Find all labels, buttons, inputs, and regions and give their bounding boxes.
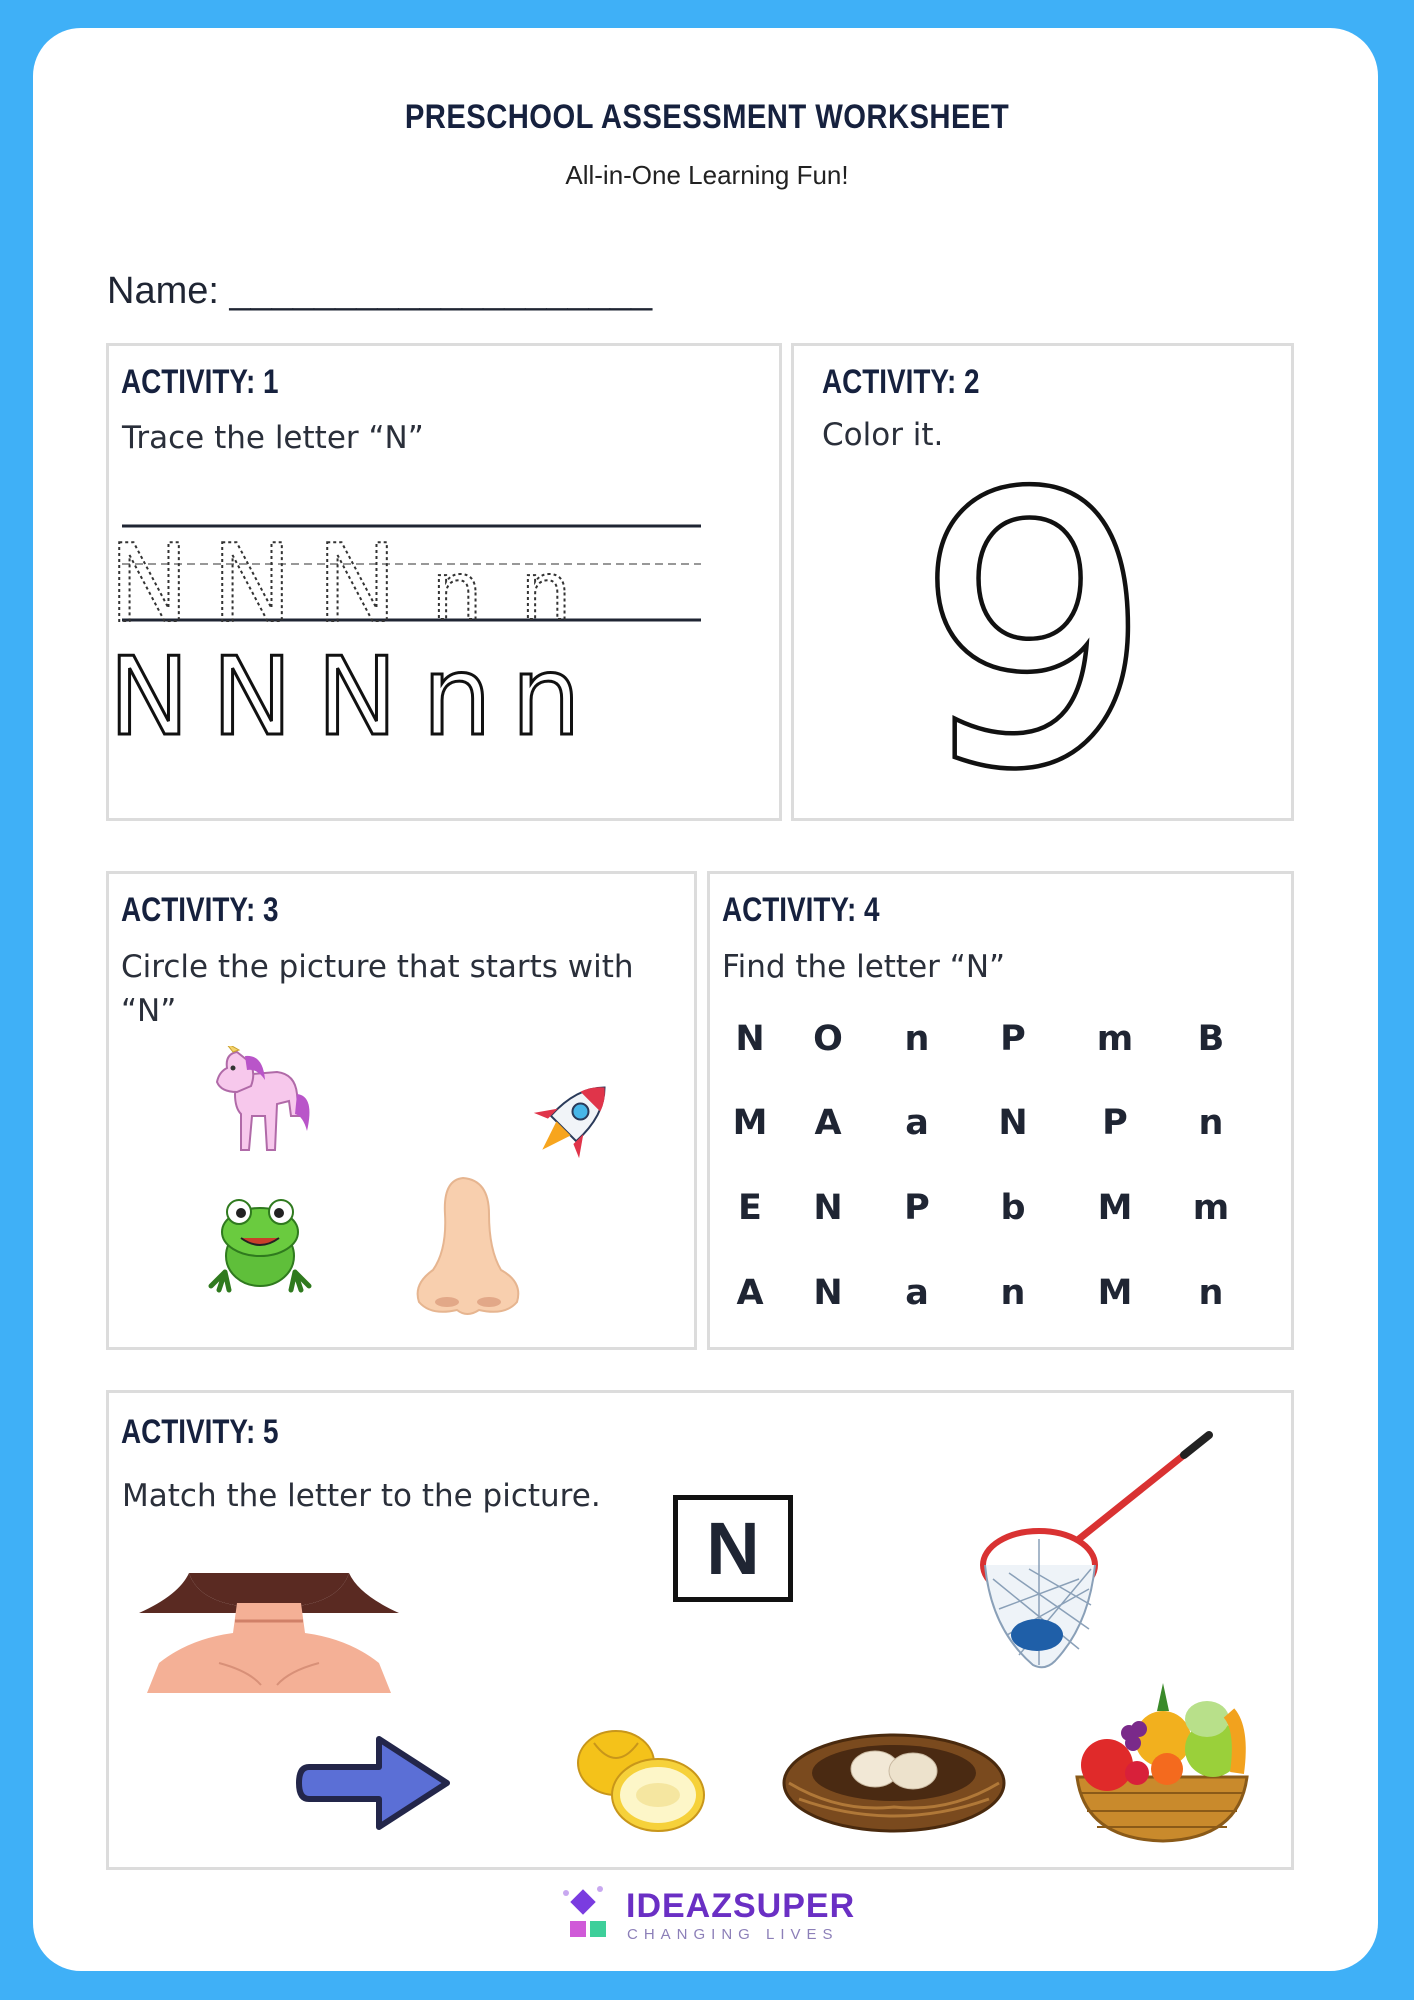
grid-letter[interactable]: B	[1197, 1019, 1225, 1059]
nose-icon[interactable]	[405, 1174, 530, 1319]
activity-3-heading: ACTIVITY: 3	[121, 891, 279, 929]
grid-letter[interactable]: A	[814, 1103, 842, 1143]
grid-letter[interactable]: n	[1198, 1103, 1224, 1143]
activity-4-box	[707, 871, 1294, 1350]
activity-5-heading: ACTIVITY: 5	[121, 1413, 279, 1451]
activity-5-instruction: Match the letter to the picture.	[122, 1478, 601, 1514]
outline-letter: N	[211, 635, 293, 760]
grid-letter[interactable]: n	[904, 1019, 930, 1059]
activity-2-heading: ACTIVITY: 2	[822, 363, 980, 401]
activity-1-instruction: Trace the letter “N”	[122, 420, 424, 456]
grid-letter[interactable]: N	[813, 1188, 843, 1228]
tracing-area[interactable]	[109, 346, 779, 816]
trace-letter[interactable]: n	[431, 545, 483, 638]
grid-letter[interactable]: A	[736, 1273, 764, 1313]
trace-letter[interactable]: N	[211, 522, 293, 647]
frog-icon[interactable]	[205, 1192, 315, 1297]
page-title: PRESCHOOL ASSESSMENT WORKSHEET	[404, 98, 1010, 136]
grid-letter[interactable]: N	[735, 1019, 765, 1059]
outline-letter: n	[511, 632, 581, 760]
rocket-icon[interactable]	[522, 1070, 622, 1170]
brand-logo	[560, 1883, 610, 1945]
brand-name: IDEAZSUPER	[626, 1887, 856, 1925]
grid-letter[interactable]: a	[905, 1103, 929, 1143]
trace-letter[interactable]: N	[109, 522, 190, 647]
grid-letter[interactable]: M	[1097, 1273, 1133, 1313]
grid-letter[interactable]: M	[732, 1103, 768, 1143]
grid-letter[interactable]: P	[904, 1188, 930, 1228]
activity-1-box	[106, 343, 782, 821]
grid-letter[interactable]: O	[813, 1019, 843, 1059]
name-field[interactable]	[107, 270, 652, 313]
grid-letter[interactable]: N	[813, 1273, 843, 1313]
activity-4-instruction: Find the letter “N”	[722, 949, 1006, 985]
activity-4-heading: ACTIVITY: 4	[722, 891, 880, 929]
outline-letter: N	[316, 635, 398, 760]
grid-letter[interactable]: n	[1198, 1273, 1224, 1313]
neck-icon[interactable]	[139, 1573, 399, 1693]
brand-tagline: CHANGING LIVES	[627, 1926, 839, 1943]
outline-letter: n	[422, 632, 492, 760]
grid-letter[interactable]: M	[1097, 1188, 1133, 1228]
name-line: ____________________	[229, 270, 653, 312]
match-letter-box[interactable]	[673, 1495, 793, 1602]
activity-5-box	[106, 1390, 1294, 1870]
activity-3-instruction: Circle the picture that starts with “N”	[121, 949, 634, 1029]
unicorn-icon[interactable]	[207, 1046, 317, 1161]
activity-1-heading: ACTIVITY: 1	[121, 363, 279, 401]
grid-letter[interactable]: a	[905, 1273, 929, 1313]
grid-letter[interactable]: P	[1000, 1019, 1026, 1059]
fruit-basket-icon[interactable]	[1067, 1669, 1257, 1849]
grid-letter[interactable]: N	[998, 1103, 1028, 1143]
grid-letter[interactable]: P	[1102, 1103, 1128, 1143]
grid-letter[interactable]: m	[1096, 1019, 1134, 1059]
activity-2-instruction: Color it.	[822, 417, 944, 453]
grid-letter[interactable]: b	[1000, 1188, 1026, 1228]
grid-letter[interactable]: E	[738, 1188, 762, 1228]
match-letter: N	[706, 1507, 760, 1590]
activity-3-box	[106, 871, 697, 1350]
number-nine-outline[interactable]: 9	[916, 419, 1152, 816]
grid-letter[interactable]: n	[1000, 1273, 1026, 1313]
arrow-icon[interactable]	[295, 1733, 455, 1833]
name-label: Name:	[107, 270, 219, 312]
page-subtitle: All-in-One Learning Fun!	[565, 160, 849, 190]
activity-2-box	[791, 343, 1294, 821]
melon-icon[interactable]	[574, 1723, 714, 1838]
net-icon[interactable]	[979, 1429, 1219, 1679]
trace-letter[interactable]: n	[520, 545, 572, 638]
grid-letter[interactable]: m	[1192, 1188, 1230, 1228]
nest-icon[interactable]	[779, 1723, 1009, 1843]
outline-letter: N	[109, 635, 190, 760]
trace-letter[interactable]: N	[316, 522, 398, 647]
